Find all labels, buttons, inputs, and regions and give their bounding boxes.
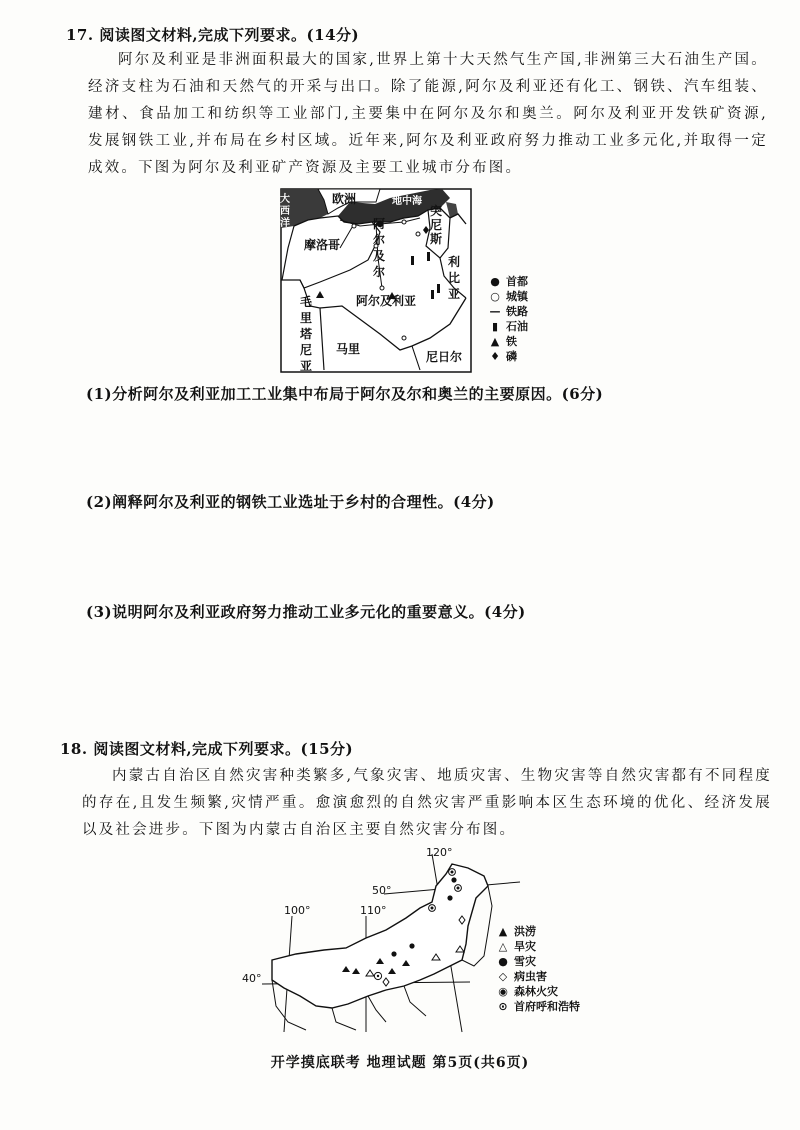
label-morocco: 摩洛哥 — [304, 238, 341, 252]
label-lon120: 120° — [426, 846, 453, 859]
label-algiers: 阿尔及尔 — [373, 217, 386, 279]
legend-item: ● 首都 — [490, 275, 528, 288]
legend-item: ⊙ 首府呼和浩特 — [498, 1000, 580, 1013]
label-libya: 利比亚 — [448, 255, 461, 301]
legend-item: ◇ 病虫害 — [498, 970, 547, 983]
q17-paragraph-text: 阿尔及利亚是非洲面积最大的国家,世界上第十大天然气生产国,非洲第三大石油生产国。经济支柱为石油和天然气的开采与出口。除了能源,阿尔及利亚还有化工、钢铁、汽车组装、建材、食品加工和纺织等工业部门,主要集中在阿尔及尔和奥兰。阿尔及利亚开发铁矿资源,发展钢铁工业,并布局在乡村区域。近年来,阿尔及利亚政府努力推动工业多元化,并取得一定成效。下图为阿尔及利亚矿产资源及主要工业城市分布图。 — [88, 52, 768, 176]
page-footer: 开学摸底联考 地理试题 第5页(共6页) — [270, 1055, 530, 1071]
label-mali: 马里 — [336, 342, 361, 356]
legend-item: — 铁路 — [489, 305, 528, 318]
label-lat50: 50° — [372, 884, 392, 897]
inner-mongolia-legend — [496, 924, 580, 1014]
q17-paragraph — [88, 47, 768, 182]
label-med: 地中海 — [392, 196, 422, 207]
label-tunisia: 突尼斯 — [430, 204, 443, 246]
label-mauritania: 毛里塔尼亚 — [300, 295, 313, 373]
label-lon110: 110° — [360, 904, 387, 917]
q18-paragraph — [82, 763, 772, 844]
algeria-legend — [488, 274, 528, 364]
inner-mongolia-map — [236, 846, 606, 1036]
legend-item: ▲ 铁 — [490, 335, 517, 348]
label-europe: 欧洲 — [332, 192, 357, 206]
q18-paragraph-text: 内蒙古自治区自然灾害种类繁多,气象灾害、地质灾害、生物灾害等自然灾害都有不同程度的存在,且发生频繁,灾情严重。愈演愈烈的自然灾害严重影响本区生态环境的优化、经济发展以及社会进步。下图为内蒙古自治区主要自然灾害分布图。 — [82, 768, 772, 838]
label-atlantic: 大西洋 — [280, 194, 290, 229]
q17-sub2: (2)阐释阿尔及利亚的钢铁工业选址于乡村的合理性。(4分) — [86, 493, 495, 511]
label-lon100: 100° — [284, 904, 311, 917]
q17-title: 17. 阅读图文材料,完成下列要求。(14分) — [66, 26, 360, 44]
label-lat40: 40° — [242, 972, 262, 985]
q17-sub1: (1)分析阿尔及利亚加工工业集中布局于阿尔及尔和奥兰的主要原因。(6分) — [86, 385, 604, 403]
legend-item: ▲ 洪涝 — [498, 925, 536, 938]
legend-item: ▮ 石油 — [491, 320, 528, 333]
legend-item: △ 旱灾 — [498, 940, 536, 953]
legend-item: ◉ 森林火灾 — [498, 985, 558, 998]
q18-title: 18. 阅读图文材料,完成下列要求。(15分) — [60, 740, 354, 758]
legend-item: ♦ 磷 — [490, 350, 517, 363]
label-niger: 尼日尔 — [426, 350, 463, 364]
q17-sub3: (3)说明阿尔及利亚政府努力推动工业多元化的重要意义。(4分) — [86, 603, 526, 621]
legend-item: ● 雪灾 — [498, 955, 536, 968]
algeria-map — [280, 188, 620, 374]
legend-item: ○ 城镇 — [490, 290, 528, 303]
label-algeria: 阿尔及利亚 — [356, 294, 417, 308]
